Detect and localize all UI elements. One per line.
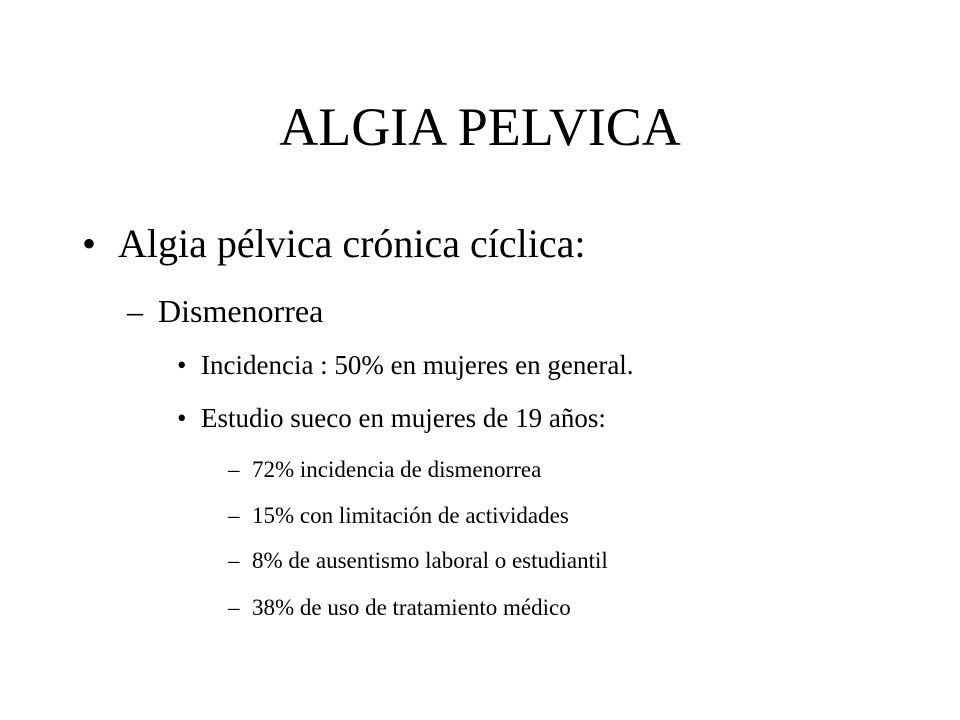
bullet-icon: • xyxy=(82,221,97,266)
bullet-text: 72% incidencia de dismenorrea xyxy=(252,457,542,482)
bullet-icon: • xyxy=(177,350,187,380)
dash-icon: – xyxy=(228,548,240,573)
bullet-icon: • xyxy=(177,403,187,433)
dash-icon: – xyxy=(228,595,240,620)
bullet-text: 8% de ausentismo laboral o estudiantil xyxy=(252,548,608,573)
bullet-text: Dismenorrea xyxy=(158,293,324,329)
slide-title: ALGIA PELVICA xyxy=(279,97,681,157)
bullet-text: Algia pélvica crónica cíclica: xyxy=(118,221,586,266)
dash-icon: – xyxy=(228,457,240,482)
dash-icon: – xyxy=(228,503,240,528)
bullet-text: 15% con limitación de actividades xyxy=(252,503,569,528)
dash-icon: – xyxy=(127,293,143,329)
bullet-text: Incidencia : 50% en mujeres en general. xyxy=(201,350,634,380)
bullet-text: 38% de uso de tratamiento médico xyxy=(252,595,571,620)
bullet-text: Estudio sueco en mujeres de 19 años: xyxy=(201,403,606,433)
